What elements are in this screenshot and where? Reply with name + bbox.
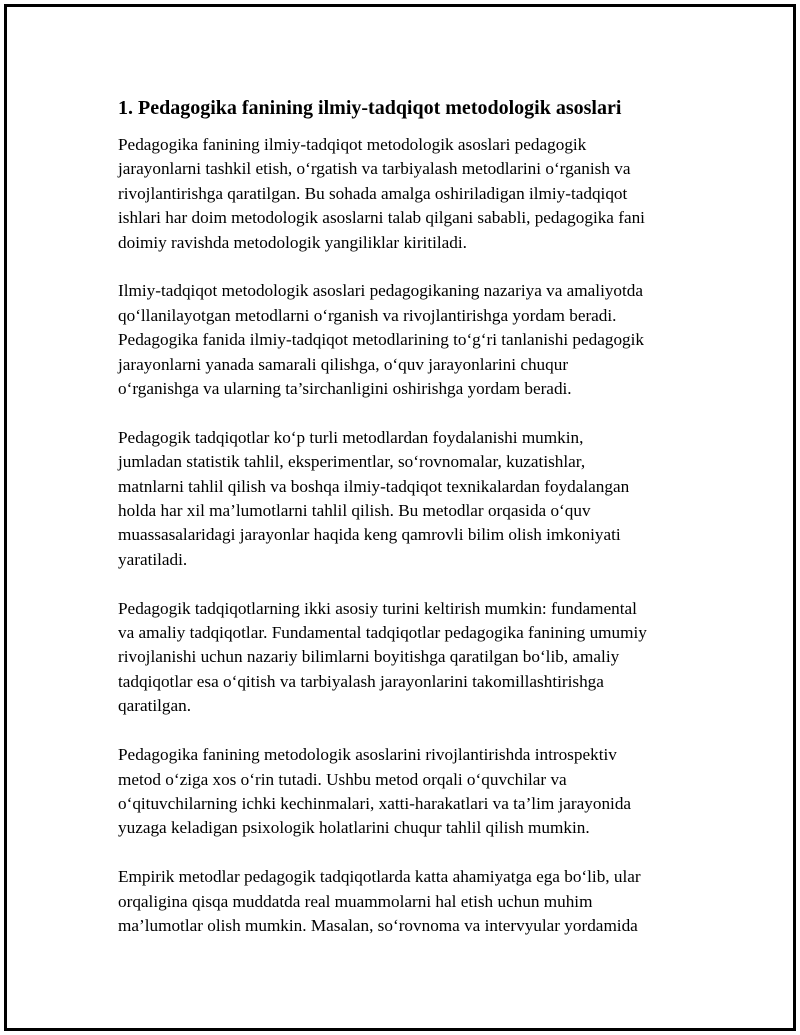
text-line: holda har xil ma’lumotlarni tahlil qilish. Bu metodlar orqasida o‘quv <box>118 501 591 521</box>
section-heading: 1. Pedagogika fanining ilmiy-tadqiqot metodologik asoslari <box>118 97 622 119</box>
paragraph-6 <box>118 865 690 938</box>
text-line: metod o‘ziga xos o‘rin tutadi. Ushbu metod orqali o‘quvchilar va <box>118 769 567 789</box>
document-body <box>118 96 690 963</box>
text-line: tadqiqotlar esa o‘qitish va tarbiyalash jarayonlarini takomillashtirishga <box>118 671 604 691</box>
paragraph-3 <box>118 426 690 572</box>
text-line: yuzaga keladigan psixologik holatlarini chuqur tahlil qilish mumkin. <box>118 818 590 838</box>
text-line: va amaliy tadqiqotlar. Fundamental tadqiqotlar pedagogika fanining umumiy <box>118 623 647 643</box>
paragraph-5 <box>118 743 690 841</box>
text-line: rivojlantirishga qaratilgan. Bu sohada amalga oshiriladigan ilmiy-tadqiqot <box>118 183 628 203</box>
text-line: Pedagogika fanining metodologik asoslarini rivojlantirishda introspektiv <box>118 745 617 765</box>
text-line: Pedagogika fanining ilmiy-tadqiqot metodologik asoslari pedagogik <box>118 135 587 154</box>
text-line: yaratiladi. <box>118 549 188 569</box>
paragraph-4 <box>118 597 690 719</box>
text-line: rivojlanishi uchun nazariy bilimlarni boyitishga qaratilgan bo‘lib, amaliy <box>118 647 620 667</box>
paragraph-2 <box>118 279 690 401</box>
text-line: jarayonlarni tashkil etish, o‘rgatish va tarbiyalash metodlarini o‘rganish va <box>118 159 631 179</box>
text-line: o‘qituvchilarning ichki kechinmalari, xatti-harakatlari va ta’lim jarayonida <box>118 793 632 813</box>
text-line: matnlarni tahlil qilish va boshqa ilmiy-tadqiqot texnikalardan foydalangan <box>118 476 630 496</box>
paragraph-1 <box>118 133 690 255</box>
text-line: Pedagogik tadqiqotlar ko‘p turli metodlardan foydalanishi mumkin, <box>118 427 584 447</box>
text-line: jumladan statistik tahlil, eksperimentlar, so‘rovnomalar, kuzatishlar, <box>118 452 586 472</box>
text-line: Pedagogik tadqiqotlarning ikki asosiy turini keltirish mumkin: fundamental <box>118 598 637 618</box>
text-line: o‘rganishga va ularning ta’sirchanligini oshirishga yordam beradi. <box>118 379 572 399</box>
text-line: jarayonlarni yanada samarali qilishga, o‘quv jarayonlarini chuqur <box>118 354 569 374</box>
text-line: Ilmiy-tadqiqot metodologik asoslari pedagogikaning nazariya va amaliyotda <box>118 281 644 301</box>
text-line: orqaligina qisqa muddatda real muammolarni hal etish uchun muhim <box>118 891 593 911</box>
text-line: muassasalaridagi jarayonlar haqida keng qamrovli bilim olish imkoniyati <box>118 525 621 545</box>
text-line: doimiy ravishda metodologik yangiliklar kiritiladi. <box>118 232 467 252</box>
text-line: Empirik metodlar pedagogik tadqiqotlarda katta ahamiyatga ega bo‘lib, ular <box>118 867 641 887</box>
text-line: qaratilgan. <box>118 696 192 716</box>
text-line: ma’lumotlar olish mumkin. Masalan, so‘rovnoma va intervyular yordamida <box>118 915 638 935</box>
text-line: Pedagogika fanida ilmiy-tadqiqot metodlarining to‘g‘ri tanlanishi pedagogik <box>118 330 645 350</box>
text-line: ishlari har doim metodologik asoslarni talab qilgani sababli, pedagogika fani <box>118 208 645 228</box>
text-line: qo‘llanilayotgan metodlarni o‘rganish va rivojlantirishga yordam beradi. <box>118 305 617 325</box>
